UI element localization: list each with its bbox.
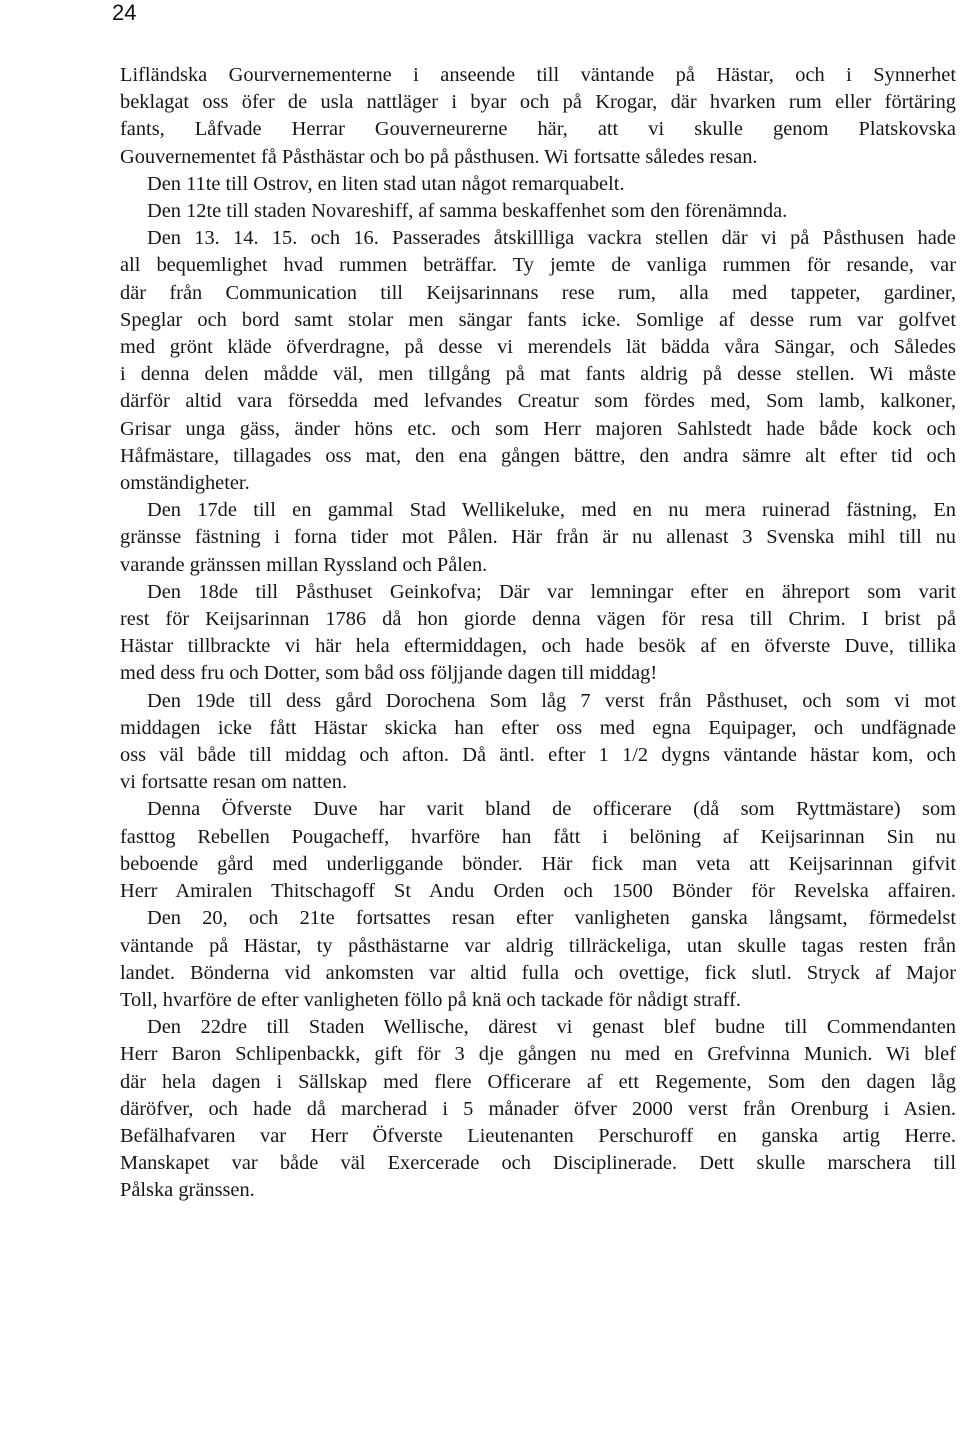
text-line: Speglar och bord samt stolar men sängar fants icke. Somlige af desse rum var golfvet — [120, 308, 956, 331]
text-line: all bequemlighet hvad rummen beträffar. Ty jemte de vanliga rummen för resande, var — [120, 254, 956, 277]
text-line: med grönt kläde öfverdragne, på desse vi merendels lät bädda våra Sängar, och Således — [120, 336, 956, 359]
text-line: Den 11te till Ostrov, en liten stad utan något remarquabelt. — [147, 172, 625, 195]
text-line: däröfver, och hade då marcherad i 5 månader öfver 2000 verst från Orenburg i Asien. — [120, 1097, 956, 1120]
text-line: med dess fru och Dotter, som båd oss följjande dagen till middag! — [120, 662, 658, 685]
text-line: Lifländska Gourvernementerne i anseende till väntande på Hästar, och i Synnerhet — [120, 64, 956, 86]
text-line: Den 19de till dess gård Dorochena Som låg 7 verst från Påsthuset, och som vi mot — [147, 689, 956, 712]
text-line: Den 13. 14. 15. och 16. Passerades åtskillliga vackra stellen där vi på Påsthusen hade — [147, 227, 956, 250]
text-line: Toll, hvarföre de efter vanligheten föllo på knä och tackade för nådigt straff. — [120, 988, 741, 1011]
text-line: Gouvernementet få Påsthästar och bo på påsthusen. Wi fortsatte således resan. — [120, 145, 758, 168]
text-line: Den 22dre till Staden Wellische, därest vi genast blef budne till Commendanten — [147, 1016, 956, 1039]
text-line: oss väl både till middag och afton. Då äntl. efter 1 1/2 dygns väntande hästar kom, och — [120, 744, 956, 767]
text-line: beklagat oss öfer de usla nattläger i byar och på Krogar, där hvarken rum eller förtäring — [120, 91, 956, 114]
text-line: middagen icke fått Hästar skicka han efter oss med egna Equipager, och undfägnade — [120, 716, 956, 739]
text-line: Herr Baron Schlipenbackk, gift för 3 dje gången nu med en Grefvinna Munich. Wi blef — [120, 1043, 956, 1066]
body-text — [120, 62, 956, 1205]
text-line: Den 17de till en gammal Stad Wellikeluke, med en nu mera ruinerad fästning, En — [147, 499, 956, 522]
text-line: Håfmästare, tillagades oss mat, den ena gången bättre, den andra sämre alt efter tid och — [120, 444, 956, 467]
text-line: rest för Keijsarinnan 1786 då hon giorde denna vägen för resa till Chrim. I brist på — [120, 608, 956, 631]
text-line: Pålska gränssen. — [120, 1179, 255, 1202]
text-line: väntande på Hästar, ty påsthästarne var aldrig tillräckeliga, utan skulle tagas resten från — [120, 934, 956, 957]
text-line: Herr Amiralen Thitschagoff St Andu Orden och 1500 Bönder för Revelska affairen. — [120, 880, 956, 903]
text-line: där från Communication till Keijsarinnans rese rum, alla med tappeter, gardiner, — [120, 281, 956, 304]
text-line: fants, Låfvade Herrar Gouverneurerne här, att vi skulle genom Platskovska — [120, 118, 956, 141]
text-line: Manskapet var både väl Exercerade och Disciplinerade. Dett skulle marschera till — [120, 1152, 956, 1175]
text-line: där hela dagen i Sällskap med flere Officerare af ett Regemente, Som den dagen låg — [120, 1070, 956, 1093]
text-line: varande gränssen millan Ryssland och Pålen. — [120, 553, 488, 576]
text-line: vi fortsatte resan om natten. — [120, 771, 348, 794]
text-line: i denna delen mådde väl, men tillgång på mat fants aldrig på desse stellen. Wi måste — [120, 363, 956, 386]
text-line: Hästar tillbrackte vi här hela eftermiddagen, och hade besök af en öfverste Duve, tillika — [120, 635, 956, 658]
text-line: Denna Öfverste Duve har varit bland de officerare (då som Ryttmästare) som — [147, 798, 956, 821]
page-number: 24 — [112, 0, 137, 25]
text-line: gränsse fästning i forna tider mot Pålen. Här från är nu allenast 3 Svenska mihl till nu — [120, 526, 956, 549]
text-line: Grisar unga gäss, änder höns etc. och som Herr majoren Sahlstedt hade både kock och — [120, 417, 956, 440]
text-line: därför altid vara försedda med lefvandes Creatur som fördes med, Som lamb, kalkoner, — [120, 390, 956, 413]
text-line: Den 12te till staden Novareshiff, af samma beskaffenhet som den förenämnda. — [147, 200, 788, 223]
text-line: Den 18de till Påsthuset Geinkofva; Där var lemningar efter en ähreport som varit — [147, 580, 956, 603]
text-line: Den 20, och 21te fortsattes resan efter vanligheten ganska långsamt, förmedelst — [147, 907, 956, 930]
text-line: landet. Bönderna vid ankomsten var altid fulla och ovettige, fick slutl. Stryck af Major — [120, 961, 956, 984]
text-line: omständigheter. — [120, 472, 250, 495]
text-line: fasttog Rebellen Pougacheff, hvarföre han fått i belöning af Keijsarinnan Sin nu — [120, 825, 956, 848]
text-line: Befälhafvaren var Herr Öfverste Lieutenanten Perschuroff en ganska artig Herre. — [120, 1124, 956, 1147]
text-line: beboende gård med underliggande bönder. Här fick man veta att Keijsarinnan gifvit — [120, 852, 956, 875]
